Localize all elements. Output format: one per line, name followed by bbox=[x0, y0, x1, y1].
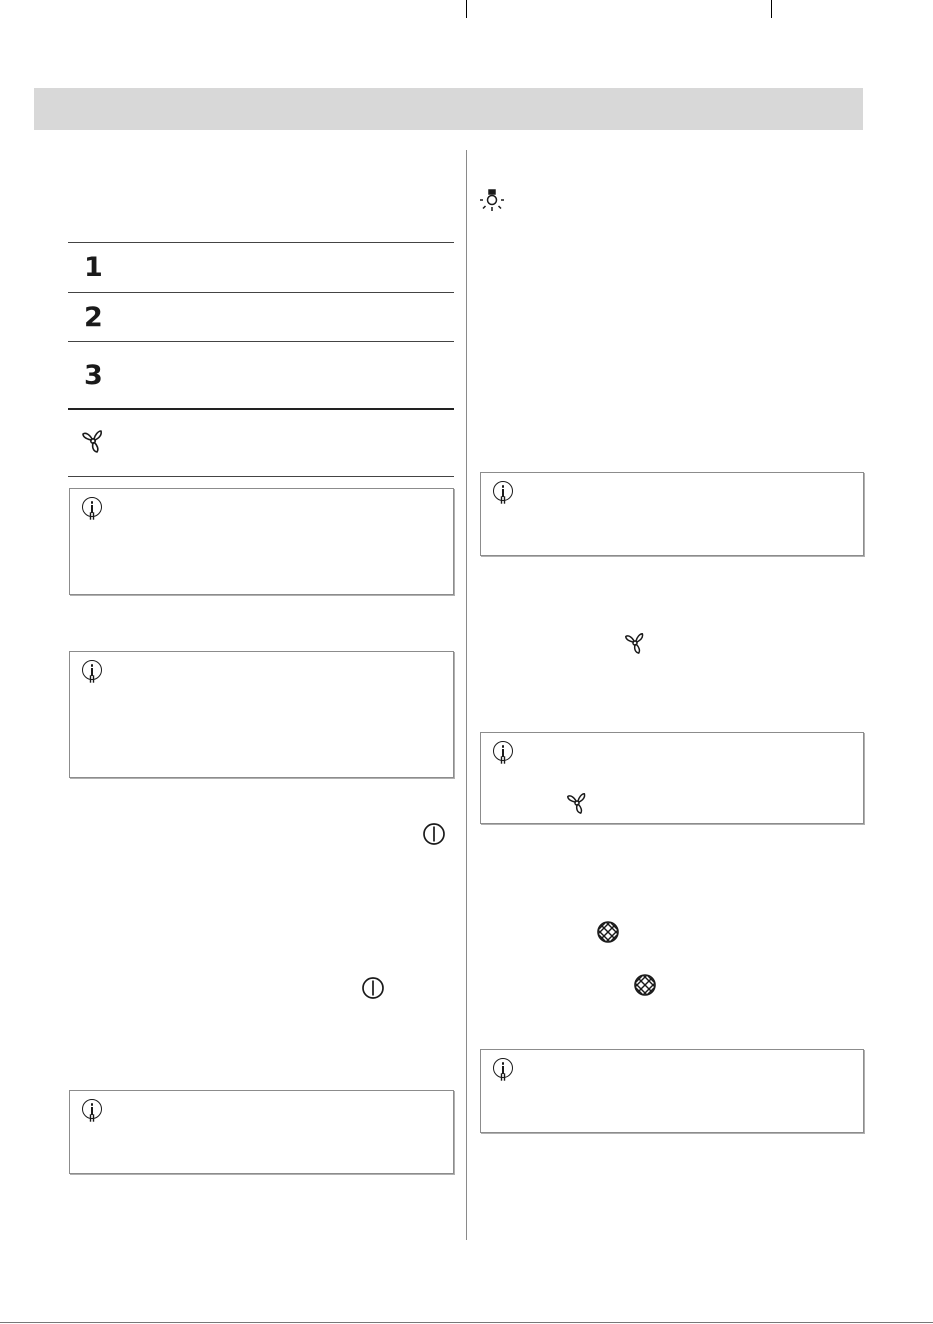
column-divider bbox=[466, 150, 467, 1240]
info-box bbox=[480, 732, 864, 824]
info-icon bbox=[82, 1099, 102, 1119]
fan-icon bbox=[623, 631, 647, 655]
table-rule bbox=[68, 242, 454, 243]
page-bottom-edge bbox=[0, 1322, 933, 1323]
info-box bbox=[480, 472, 864, 556]
light-bulb-icon bbox=[479, 188, 505, 214]
info-box bbox=[480, 1049, 864, 1133]
filter-icon bbox=[596, 920, 620, 944]
info-icon bbox=[493, 481, 513, 501]
info-icon bbox=[82, 660, 102, 680]
table-rule bbox=[68, 476, 454, 477]
info-box bbox=[69, 488, 454, 595]
fan-icon bbox=[565, 791, 589, 815]
section-header-band bbox=[34, 88, 863, 130]
table-rule bbox=[68, 408, 454, 410]
table-rule bbox=[68, 292, 454, 293]
crop-mark-right bbox=[771, 0, 772, 18]
info-box bbox=[69, 651, 454, 778]
info-box bbox=[69, 1090, 454, 1174]
crop-mark-left bbox=[466, 0, 467, 18]
info-icon bbox=[493, 741, 513, 761]
info-icon bbox=[493, 1058, 513, 1078]
filter-icon bbox=[633, 973, 657, 997]
table-rule bbox=[68, 341, 454, 342]
power-icon bbox=[422, 822, 446, 846]
level-2-label: 2 bbox=[84, 302, 103, 333]
info-icon bbox=[82, 497, 102, 517]
level-1-label: 1 bbox=[84, 252, 103, 283]
power-icon bbox=[361, 976, 385, 1000]
level-3-label: 3 bbox=[84, 360, 103, 391]
fan-icon bbox=[80, 428, 106, 454]
